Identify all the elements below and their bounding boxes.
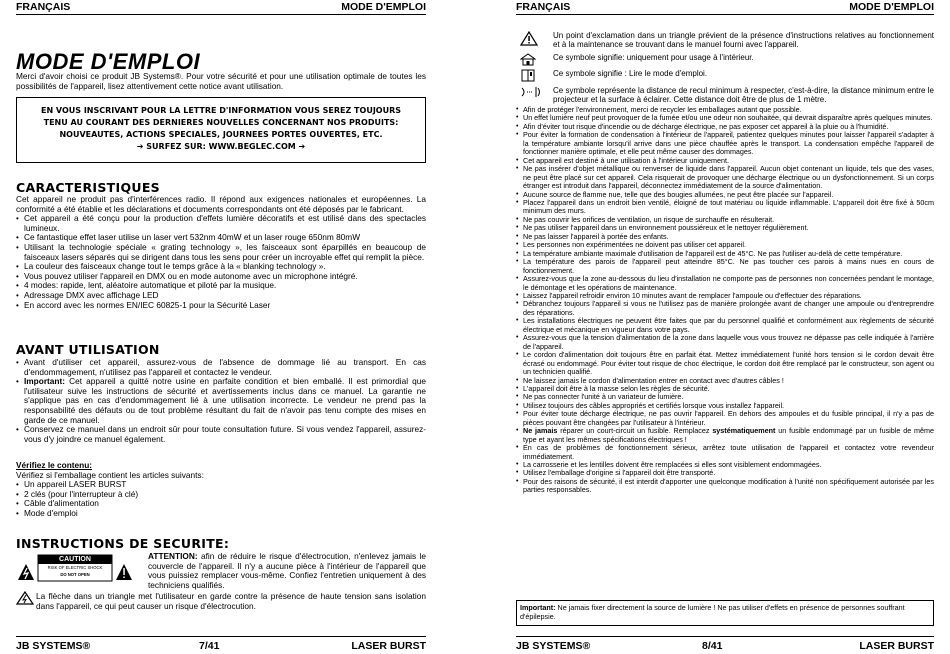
- symbol-row: [516, 86, 934, 106]
- page-left: [16, 0, 426, 654]
- list-item: • Les installations électriques ne peuvent être faites que par du personnel qualifié et conformément aux règlements de sécurité électrique et mécanique en vigueur dans votre pays.: [516, 317, 934, 334]
- avant-utilisation-section: [16, 358, 426, 444]
- verification-section: [16, 461, 426, 519]
- newsletter-line: NOUVEAUTES, ACTIONS SPECIALES, JOURNEES PORTES OUVERTES, ETC.: [59, 130, 383, 139]
- list-item: • Ne pas connecter l'unité à un variateur de lumière.: [516, 393, 934, 401]
- footer-page-number: 8/41: [702, 640, 723, 652]
- list-item: • Afin d'éviter tout risque d'incendie ou de décharge électrique, ne pas exposer cet appareil à la pluie ou à l'humidité.: [516, 123, 934, 131]
- list-item: • La carrosserie et les lentilles doivent être remplacées si elles sont visiblement endommagées.: [516, 461, 934, 469]
- verification-list: [16, 480, 426, 518]
- important-box: [516, 600, 934, 626]
- lightning-triangle-icon: [16, 591, 34, 610]
- page-footer: [16, 636, 426, 652]
- verification-title: Vérifiez le contenu:: [16, 460, 93, 470]
- list-item: • La température des parois de l'appareil peut atteindre 85°C. Ne pas toucher ces parois à mains nues en cours de fonctionnement.: [516, 258, 934, 275]
- list-item: • Le cordon d'alimentation doit toujours être en parfait état. Mettez immédiatement l'unité hors tension si le cordon devait être écrasé ou endommagé. Pour éviter tout risque de choc électrique, le cordon doit être remplacé par le constructeur, son agent ou un technicien qualifié.: [516, 351, 934, 376]
- symbol-text: Ce symbole signifie : Lire le mode d'emploi.: [553, 69, 708, 78]
- section-title-avant-utilisation: AVANT UTILISATION: [16, 342, 160, 357]
- list-item: • En cas de problèmes de fonctionnement sérieux, arrêtez toute utilisation de l'appareil et contactez votre revendeur immédiatement.: [516, 444, 934, 461]
- newsletter-box: [16, 97, 426, 163]
- header-title: MODE D'EMPLOI: [341, 1, 426, 13]
- list-item: • Ne pas couvrir les orifices de ventilation, un risque de surchauffe en résulterait.: [516, 216, 934, 224]
- important-text: Cet appareil a quitté notre usine en parfaite condition et bien emballé. Il est primordial que l'utilisateur suive les instructions de sécurité et avertissements inclus dans ce manuel. La garantie ne s'applique pas en cas d'endommagement lié à une utilisation incorrecte. Le vendeur ne prend pas la responsabilité des défauts ou de tout problème résultant du fait de n'avoir pas tenu compte des mises en garde de ce manuel.: [24, 376, 427, 425]
- list-item: • Utilisez l'emballage d'origine si l'appareil doit être transporté.: [516, 469, 934, 477]
- page-title: MODE D'EMPLOI: [16, 49, 201, 74]
- list-item: • Ce fantastique effet laser utilise un laser vert 532nm 40mW et un laser rouge 650nm 80mW: [16, 233, 426, 243]
- list-item: • Pour éviter la formation de condensation à l'intérieur de l'appareil, patientez quelques minutes pour laisser l'appareil s'adapter à la température ambiante lorsqu'il arrive dans une pièce chauffée après le transport. La condensation empêche l'appareil de fonctionner manière optimale, et elle peut même causer des dommages.: [516, 131, 934, 156]
- section-title-securite: INSTRUCTIONS DE SECURITE:: [16, 536, 230, 551]
- exclamation-triangle-icon: [520, 31, 538, 48]
- list-item: • Conservez ce manuel dans un endroit sûr pour toute consultation future. Si vous vendez l'appareil, assurez-vous d'y joindre ce manuel également.: [16, 425, 426, 444]
- caution-label: [16, 554, 134, 582]
- list-item: • Ne jamais réparer un court-circuit un fusible. Remplacez systématiquement un fusible endommagé par un fusible de même type et ayant les mêmes spécifications électriques !: [516, 427, 934, 444]
- distance-lamp-icon: [520, 86, 542, 100]
- symbol-row: [516, 69, 934, 81]
- header-language: FRANÇAIS: [516, 1, 571, 13]
- list-item: • Utilisant la technologie spéciale « grating technology », les faisceaux sont éparpillés en beaucoup de faisceaux lasers séparés qui se dirigent dans tous les sens pour créer un incroyable effet qui remplit la pièce.: [16, 243, 426, 262]
- symbol-row: [516, 53, 934, 65]
- list-item: • Assurez-vous que la tension d'alimentation de la zone dans laquelle vous vous trouvez ne dépasse pas celle indiquée à l'arrière de l'appareil.: [516, 334, 934, 351]
- caution-title: CAUTION: [59, 556, 91, 563]
- page-header: [516, 0, 934, 15]
- symbol-row: [516, 31, 934, 51]
- list-item: • La couleur des faisceaux change tout le temps grâce à la « blanking technology ».: [16, 262, 426, 272]
- list-item: • Ne pas utiliser l'appareil dans un environnement poussiéreux et le nettoyer régulièrement.: [516, 224, 934, 232]
- list-item: • Pour éviter toute décharge électrique, ne pas ouvrir l'appareil. En dehors des ampoules et du fusible principal, il n'y a pas de pièces pouvant être changées par l'utilisateur à l'intérieur.: [516, 410, 934, 427]
- symbol-text: Un point d'exclamation dans un triangle prévient de la présence d'instructions relatives au fonctionnement et à la maintenance se trouvant dans le manuel fourni avec l'appareil.: [553, 31, 934, 49]
- safety-instructions: [516, 106, 934, 495]
- section-title-caracteristiques: CARACTERISTIQUES: [16, 180, 160, 195]
- caution-line: DO NOT OPEN: [60, 572, 90, 577]
- newsletter-line: EN VOUS INSCRIVANT POUR LA LETTRE D'INFORMATION VOUS SEREZ TOUJOURS: [40, 106, 402, 115]
- header-language: FRANÇAIS: [16, 1, 71, 13]
- list-item: • Adressage DMX avec affichage LED: [16, 291, 426, 301]
- symbol-text: Ce symbole représente la distance de recul minimum à respecter, c'est-à-dire, la distance minimum entre le projecteur et la surface à éclairer. Cette distance doit être de plus de 1 mètre.: [553, 86, 934, 104]
- newsletter-link[interactable]: ➔ SURFEZ SUR: WWW.BEGLEC.COM ➔: [136, 142, 306, 151]
- list-item: • Avant d'utiliser cet appareil, assurez-vous de l'absence de dommage lié au transport. En cas d'endommagement, n'utilisez pas l'appareil et contactez le vendeur.: [16, 358, 426, 377]
- caracteristiques-section: [16, 195, 426, 310]
- page-header: [16, 0, 426, 15]
- footer-product: LASER BURST: [859, 640, 934, 652]
- footer-brand: JB SYSTEMS®: [516, 640, 591, 652]
- footer-brand: JB SYSTEMS®: [16, 640, 91, 652]
- manual-book-icon: [520, 69, 536, 84]
- list-item: • Afin de protéger l'environnement, merci de recycler les emballages autant que possible.: [516, 106, 934, 114]
- list-item: • Ne pas laisser l'appareil à portée des enfants.: [516, 233, 934, 241]
- caution-line: RISK OF ELECTRIC SHOCK: [47, 565, 103, 570]
- important-label: Important:: [24, 376, 66, 387]
- list-item: • Les personnes non expérimentées ne doivent pas utiliser cet appareil.: [516, 241, 934, 249]
- safety-list: [516, 106, 934, 495]
- footer-page-number: 7/41: [199, 640, 220, 652]
- page-right: [516, 0, 934, 654]
- list-item: • Cet appareil a été conçu pour la production d'effets lumière décoratifs et est utilisé dans des spectacles lumineux.: [16, 214, 426, 233]
- attention-text: ATTENTION: afin de réduire le risque d'électrocution, n'enlevez jamais le couvercle de l'appareil. Il n'y a aucune pièce à l'intérieur de l'appareil que vous puissiez remplacer vous-même. Confiez l'entretien uniquement à des techniciens qualifiés.: [148, 551, 426, 590]
- list-item: [16, 377, 426, 425]
- indoor-house-icon: [520, 53, 536, 68]
- attention-label: ATTENTION:: [148, 551, 198, 561]
- list-item: • Débranchez toujours l'appareil si vous ne l'utilisez pas de manière prolongée avant de changer une ampoule ou d'entreprendre des réparations.: [516, 300, 934, 317]
- page-footer: [516, 636, 934, 652]
- list-item: • 2 clés (pour l'interrupteur à clé): [16, 490, 426, 500]
- list-item: • Vous pouvez utiliser l'appareil en DMX ou en mode autonome avec un microphone intégré.: [16, 272, 426, 282]
- footer-product: LASER BURST: [351, 640, 426, 652]
- list-item: • Cet appareil est destiné à une utilisation à l'intérieur uniquement.: [516, 157, 934, 165]
- list-item: • Un effet lumière neuf peut provoquer de la fumée et/ou une odeur non souhaitée, qui devrait disparaître après quelques minutes.: [516, 114, 934, 122]
- list-item: • La température ambiante maximale d'utilisation de l'appareil est de 45°C. Ne pas l'utiliser au-delà de cette température.: [516, 250, 934, 258]
- list-item: • Laissez l'appareil refroidir environ 10 minutes avant de remplacer l'ampoule ou d'effectuer des réparations.: [516, 292, 934, 300]
- caracteristiques-intro: Cet appareil ne produit pas d'interférences radio. Il répond aux exigences nationales et européennes. La conformité a été établie et les déclarations et documents correspondants ont été déposés par le fabricant.: [16, 194, 426, 214]
- verification-intro: Vérifiez si l'emballage contient les articles suivants:: [16, 469, 204, 480]
- fleche-text: La flèche dans un triangle met l'utilisateur en garde contre la présence de haute tension sans isolation dans l'appareil, ce qui peut causer un risque d'électrocution.: [36, 591, 426, 611]
- list-item: • Câble d'alimentation: [16, 499, 426, 509]
- intro-text: Merci d'avoir choisi ce produit JB Systems®. Pour votre sécurité et pour une utilisation optimale de toutes les possibilités de l'appareil, lisez attentivement cette notice avant utilisation.: [16, 71, 426, 91]
- list-item: • Utilisez toujours des câbles appropriés et certifiés lorsque vous installez l'appareil.: [516, 402, 934, 410]
- list-item: • Aucune source de flamme nue, telle que des bougies allumées, ne peut être placée sur l'appareil.: [516, 191, 934, 199]
- list-item: • Un appareil LASER BURST: [16, 480, 426, 490]
- list-item: • Ne pas insérer d'objet métallique ou renverser de liquide dans l'appareil. Aucun objet contenant un liquide, tels que des vases, ne peut être placé sur cet appareil. Cela risquerait de provoquer une décharge électrique ou un dysfonctionnement. Si un corps étranger est introduit dans l'appareil, déconnectez immédiatement de la source d'alimentation.: [516, 165, 934, 190]
- list-item: • Ne laissez jamais le cordon d'alimentation entrer en contact avec d'autres câbles !: [516, 377, 934, 385]
- list-item: • Pour des raisons de sécurité, il est interdit d'apporter une quelconque modification à l'unité non spécifiquement autorisée par les parties responsables.: [516, 478, 934, 495]
- list-item: • Mode d'emploi: [16, 509, 426, 519]
- important-label: Important:: [520, 603, 556, 612]
- important-text: Ne jamais fixer directement la source de lumière ! Ne pas utiliser d'effets en présence de personnes souffrant d'épilepsie.: [520, 603, 905, 621]
- list-item: • En accord avec les normes EN/IEC 60825-1 pour la Sécurité Laser: [16, 301, 426, 311]
- avant-list: [16, 358, 426, 444]
- caracteristiques-list: [16, 214, 426, 310]
- header-title: MODE D'EMPLOI: [849, 1, 934, 13]
- symbol-text: Ce symbole signifie: uniquement pour usage à l'intérieur.: [553, 53, 754, 62]
- list-item: • L'appareil doit être à la masse selon les règles de sécurité.: [516, 385, 934, 393]
- list-item: • Assurez-vous que la zone au-dessous du lieu d'installation ne comporte pas de personnes non concernées pendant le montage, le démontage et les opérations de maintenance.: [516, 275, 934, 292]
- newsletter-line: TENU AU COURANT DES DERNIERES NOUVELLES CONCERNANT NOS PRODUITS:: [43, 118, 399, 127]
- list-item: • Placez l'appareil dans un endroit bien ventilé, éloigné de tout matériau ou liquide inflammable. L'appareil doit être fixé à 50cm minimum des murs.: [516, 199, 934, 216]
- list-item: • 4 modes: rapide, lent, aléatoire automatique et piloté par la musique.: [16, 281, 426, 291]
